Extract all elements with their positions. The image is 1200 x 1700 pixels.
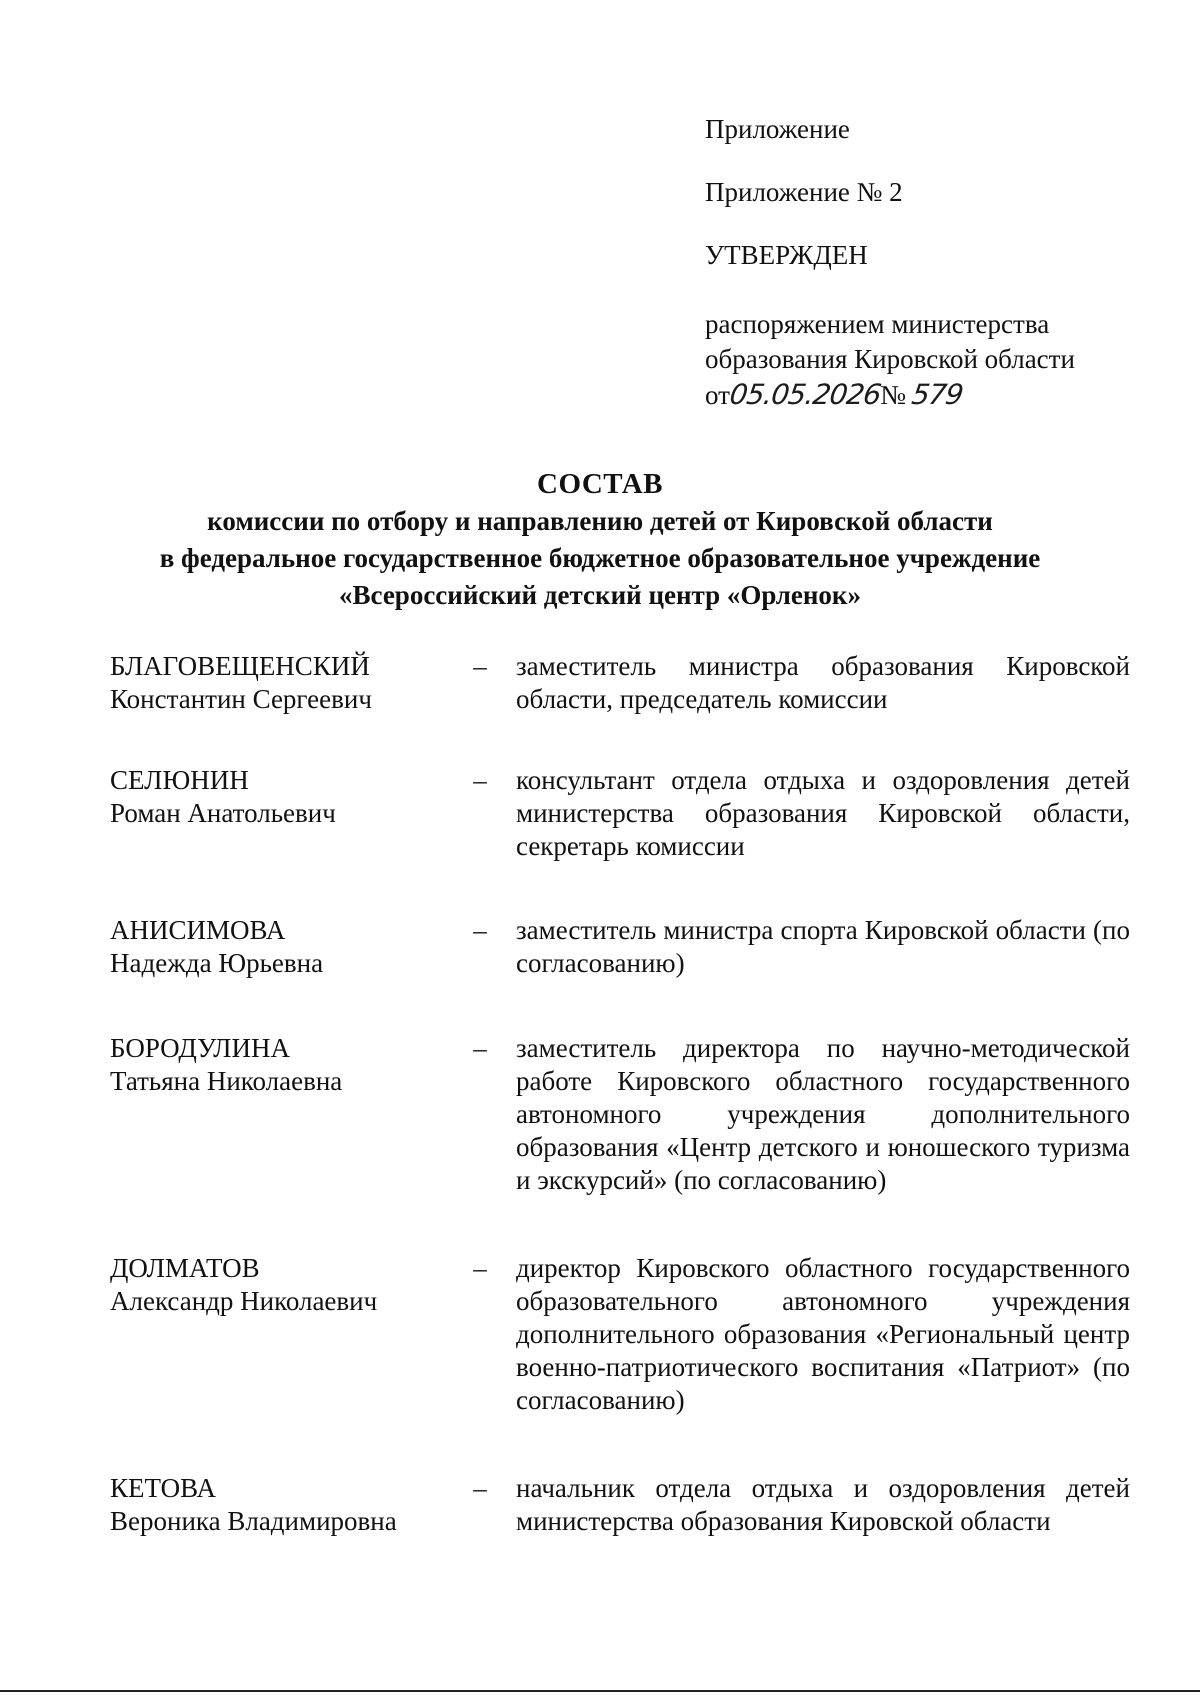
member-role: начальник отдела отдыха и оздоровления детей министерства образования Кировской области bbox=[516, 1473, 1130, 1536]
handwritten-number: 579 bbox=[909, 378, 965, 411]
member-name bbox=[110, 1472, 450, 1538]
member-role: заместитель директора по научно-методической работе Кировского областного государственного автономного учреждения дополнительного образования «Центр детского и юношеского туризма и экскурсий» (по согласованию) bbox=[516, 1033, 1130, 1195]
member-role: директор Кировского областного государственного образовательного автономного учреждения дополнительного образования «Региональный центр военно-патриотического воспитания «Патриот» (по согласованию) bbox=[516, 1253, 1130, 1415]
title-line-2: в федеральное государственное бюджетное образовательное учреждение bbox=[159, 543, 1041, 573]
member-surname: БЛАГОВЕЩЕНСКИЙ bbox=[110, 651, 370, 681]
member-name bbox=[110, 764, 450, 830]
member-given-names: Константин Сергеевич bbox=[110, 684, 372, 714]
member-given-names: Надежда Юрьевна bbox=[110, 948, 324, 978]
approved-label: УТВЕРЖДЕН bbox=[705, 240, 868, 270]
member-role: заместитель министра образования Кировской области, председатель комиссии bbox=[516, 651, 1130, 714]
approval-block bbox=[705, 112, 1125, 413]
appendix-label: Приложение bbox=[705, 114, 850, 144]
member-surname: СЕЛЮНИН bbox=[110, 765, 249, 795]
title-line-1: комиссии по отбору и направлению детей от Кировской области bbox=[207, 506, 993, 536]
approval-order-line1: распоряжением министерства bbox=[705, 309, 1050, 339]
approval-order-line2: образования Кировской области bbox=[705, 344, 1075, 374]
member-dash: – bbox=[473, 1253, 487, 1283]
member-name bbox=[110, 1032, 450, 1098]
member-dash: – bbox=[473, 765, 487, 795]
member-dash: – bbox=[473, 915, 487, 945]
member-dash: – bbox=[473, 651, 487, 681]
member-surname: ДОЛМАТОВ bbox=[110, 1253, 260, 1283]
member-name bbox=[110, 914, 450, 980]
title-line-3: «Всероссийский детский центр «Орленок» bbox=[339, 580, 861, 610]
member-dash: – bbox=[473, 1473, 487, 1503]
member-surname: КЕТОВА bbox=[110, 1473, 216, 1503]
member-given-names: Татьяна Николаевна bbox=[110, 1066, 343, 1096]
member-given-names: Александр Николаевич bbox=[110, 1286, 378, 1316]
handwritten-date: 05.05.2026 bbox=[727, 378, 883, 411]
document-title bbox=[0, 466, 1200, 614]
member-role: консультант отдела отдыха и оздоровления детей министерства образования Кировской области, секретарь комиссии bbox=[516, 765, 1130, 861]
member-surname: БОРОДУЛИНА bbox=[110, 1033, 290, 1063]
number-prefix: № bbox=[880, 380, 907, 410]
date-prefix: от bbox=[705, 380, 730, 410]
member-given-names: Вероника Владимировна bbox=[110, 1506, 397, 1536]
member-surname: АНИСИМОВА bbox=[110, 915, 286, 945]
member-given-names: Роман Анатольевич bbox=[110, 798, 336, 828]
member-name bbox=[110, 650, 450, 716]
member-role: заместитель министра спорта Кировской области (по согласованию) bbox=[516, 915, 1130, 978]
appendix-number-label: Приложение № 2 bbox=[705, 177, 903, 207]
approval-date-number-line bbox=[705, 377, 1125, 413]
member-name bbox=[110, 1252, 450, 1318]
member-dash: – bbox=[473, 1033, 487, 1063]
title-main: СОСТАВ bbox=[537, 468, 663, 500]
page-bottom-edge-line bbox=[0, 1690, 1200, 1692]
